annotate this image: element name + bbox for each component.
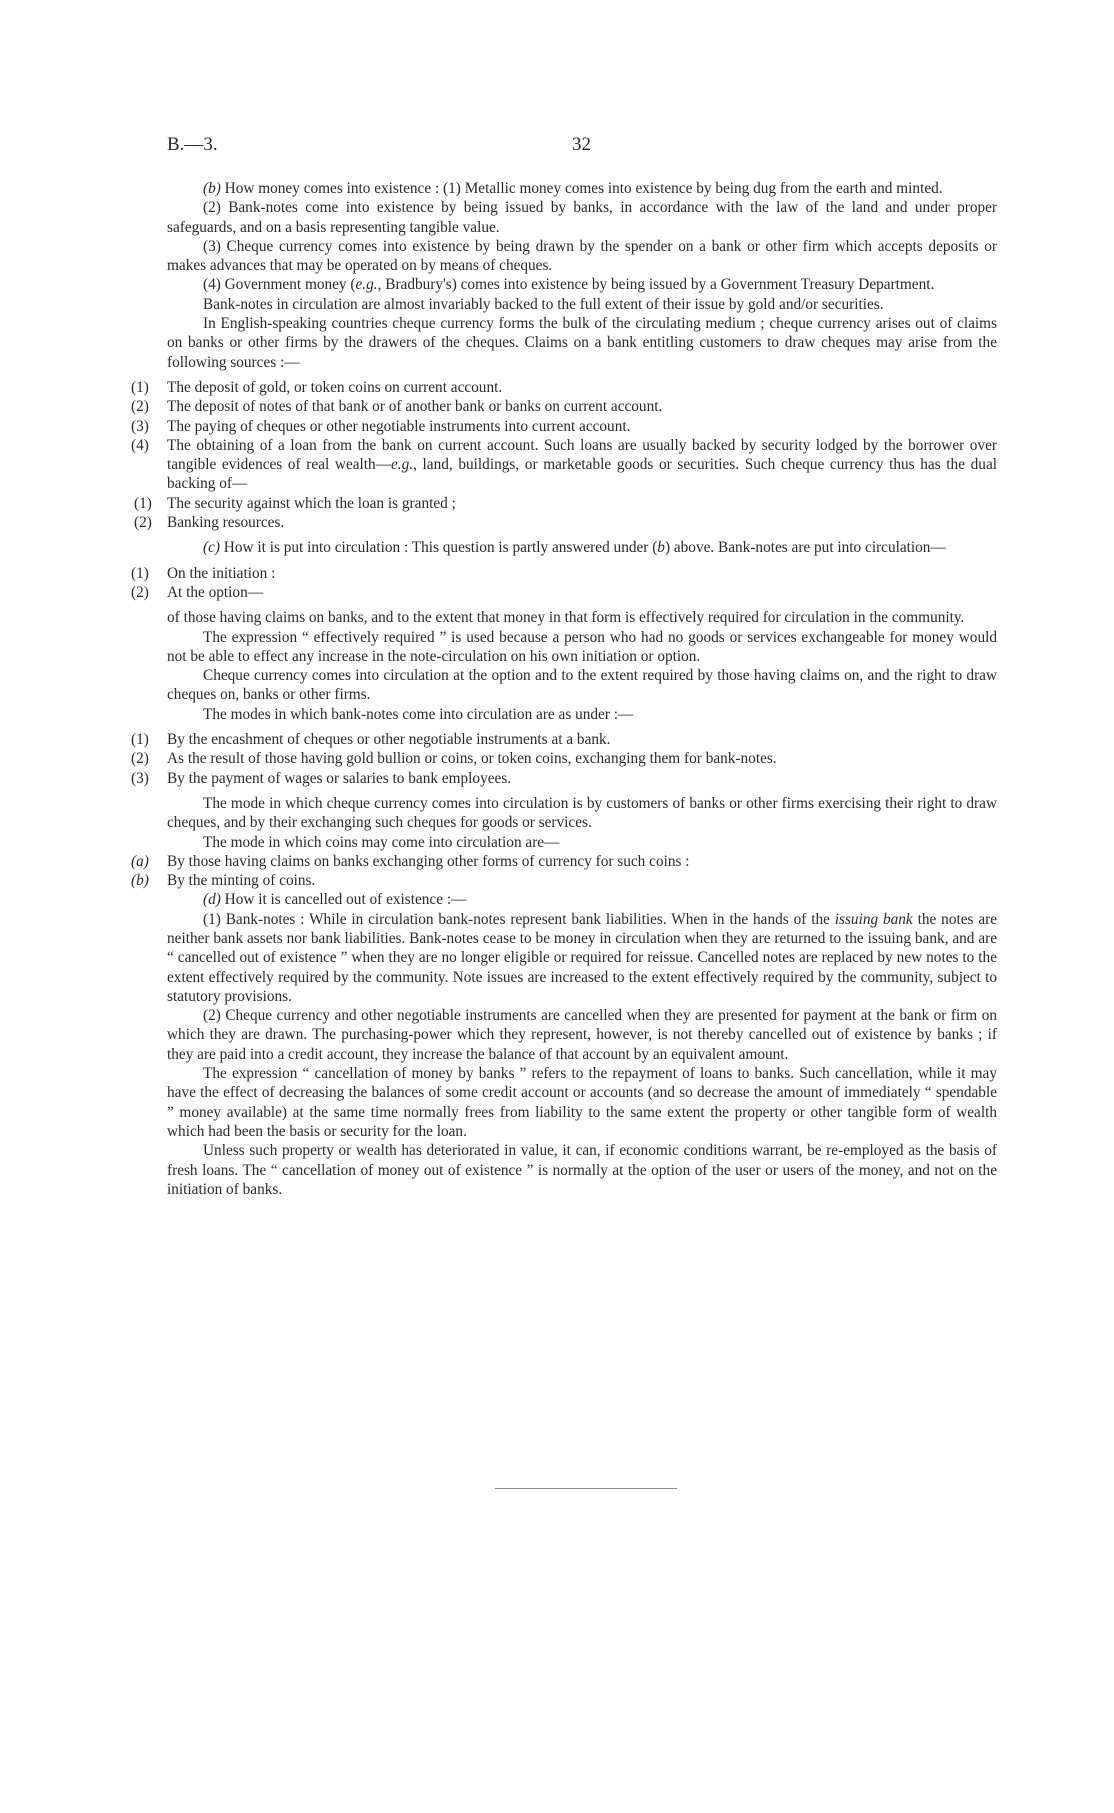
page-header [167,134,997,160]
document-reference: B.—3. [167,134,218,155]
list-item: (3) By the payment of wages or salaries to bank employees. [131,769,512,787]
closing-rule [495,1488,677,1489]
paragraph-coins-intro: The mode in which coins may come into circulation are— [203,833,560,851]
list-item: (1) The deposit of gold, or token coins on current account. [131,378,503,396]
paragraph-d-intro: (d) How it is cancelled out of existence :— [203,891,467,909]
list-item: (1) By the encashment of cheques or other negotiable instruments at a bank. [131,731,611,749]
paragraph-cancellation: The expression “ cancellation of money by banks ” refers to the repayment of loans to banks. Such cancellation, while it may have the effect of decreasing the balances of some credit account or accounts (and so decrease the amount of immediately “ spendable ” money available) at the same time normally frees from liability to the same extent the property or other tangible form of wealth which had been the basis or security for the loan. [167,1065,997,1140]
list-item: (a) By those having claims on banks exchanging other forms of currency for such coins : [131,852,690,870]
paragraph-d2: (2) Cheque currency and other negotiable instruments are cancelled when they are presented for payment at the bank or firm on which they are drawn. The purchasing-power which they represent, however, is not thereby cancelled out of existence by banks ; if they are paid into a credit account, they increase the balance of that account by an equivalent amount. [167,1007,997,1063]
paragraph-cheque-circulation: Cheque currency comes into circulation at the option and to the extent required by those having claims on, and the right to draw cheques on, banks or other firms. [167,667,997,704]
section-label-d: (d) [203,891,221,909]
paragraph-b2: (2) Bank-notes come into existence by being issued by banks, in accordance with the law of the land and under proper safeguards, and on a basis representing tangible value. [167,199,997,236]
list-item: (2) The deposit of notes of that bank or of another bank or banks on current account. [131,398,663,416]
paragraph-backing: Bank-notes in circulation are almost invariably backed to the full extent of their issue by gold and/or securities. [203,295,884,313]
list-item: (3) The paying of cheques or other negotiable instruments into current account. [131,417,631,435]
paragraph-b4: (4) Government money (e.g., Bradbury's) comes into existence by being issued by a Government Treasury Department. [203,276,935,294]
paragraph-effectively-required: The expression “ effectively required ” is used because a person who had no goods or services exchangeable for money would not be able to effect any increase in the note-circulation on his own initiation or option. [167,628,997,665]
list-item: (b) By the minting of coins. [131,872,316,890]
document-body [131,179,998,1199]
list-item: (4) The obtaining of a loan from the bank on current account. Such loans are usually backed by security lodged by the borrower over tangible evidences of real wealth—e.g., land, buildings, or marketable goods or securities. Such cheque currency thus has the dual backing of— [131,436,997,493]
section-label-b: (b) [203,180,221,197]
list-item: (2) At the option— [131,583,264,601]
paragraph-unless: Unless such property or wealth has deteriorated in value, it can, if economic conditions warrant, be re-employed as the basis of fresh loans. The “ cancellation of money out of existence ” is normally at the option of the user or users of the money, and not on the initiation of banks. [167,1142,997,1198]
paragraph-english-speaking: In English-speaking countries cheque currency forms the bulk of the circulating medium ; cheque currency arises out of claims on banks or other firms by the drawers of the cheques. Claims on a bank entitling customers to draw cheques may arise from the following sources :— [167,315,997,371]
paragraph-b-intro: (b) How money comes into existence : (1) Metallic money comes into existence by being dug from the earth and minted. [203,180,943,197]
list-item: (2) As the result of those having gold bullion or coins, or token coins, exchanging them for bank-notes. [131,750,777,768]
paragraph-c-continued: of those having claims on banks, and to the extent that money in that form is effectively required for circulation in the community. [167,609,965,627]
paragraph-d1: (1) Bank-notes : While in circulation bank-notes represent bank liabilities. When in the hands of the issuing bank the notes are neither bank assets nor bank liabilities. Bank-notes cease to be money in circulation when they are returned to the issuing bank, and are “ cancelled out of existence ” when they are no longer eligible or required for reissue. Cancelled notes are replaced by new notes to the extent effectively required by the community. Note issues are increased to the extent effectively required by the community, subject to statutory provisions. [167,910,998,1005]
paragraph-modes-intro: The modes in which bank-notes come into circulation are as under :— [203,705,634,723]
paragraph-b3: (3) Cheque currency comes into existence by being drawn by the spender on a bank or other firm which accepts deposits or makes advances that may be operated on by means of cheques. [167,237,997,275]
paragraph-cheque-mode: The mode in which cheque currency comes into circulation is by customers of banks or other firms exercising their right to draw cheques, and by their exchanging such cheques for goods or services. [167,794,997,832]
section-label-c: (c) [203,539,220,557]
list-item: (1) On the initiation : [131,564,276,582]
page-number: 32 [572,134,591,155]
sub-list-item: (2) Banking resources. [134,514,285,532]
sub-list-item: (1) The security against which the loan is granted ; [134,494,456,512]
paragraph-c-intro: (c) How it is put into circulation : This question is partly answered under (b) above. Bank-notes are put into circulation— [203,539,946,557]
